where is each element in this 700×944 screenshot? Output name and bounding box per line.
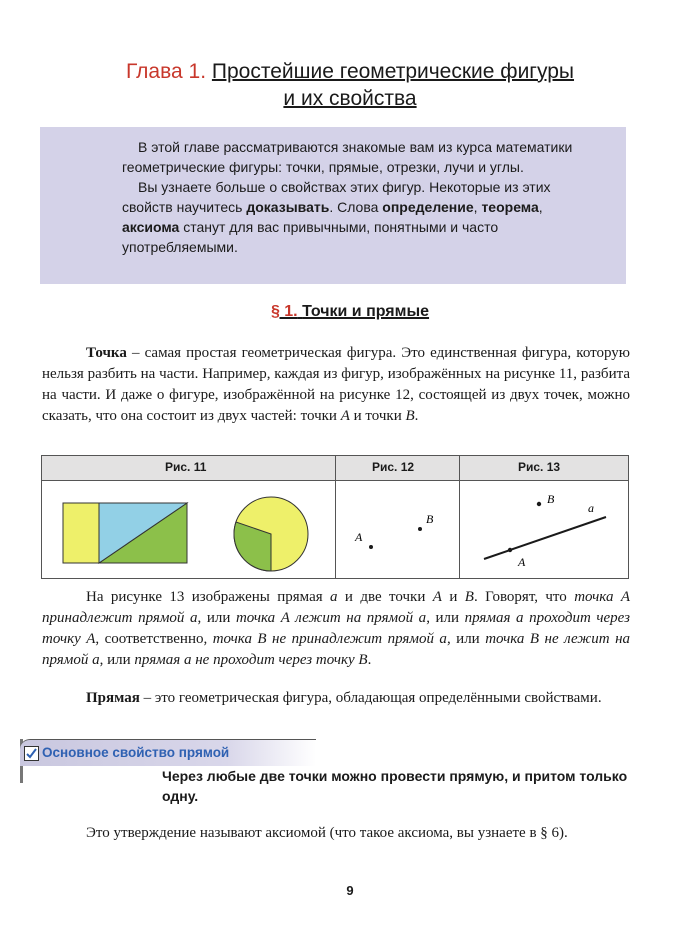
section-label: § 1. (270, 303, 298, 320)
basic-property-box (20, 739, 660, 817)
chapter-label: Глава 1. (125, 60, 207, 83)
point-A (369, 545, 373, 549)
line-a (484, 517, 606, 559)
chapter-title (0, 58, 700, 112)
paragraph-axiom: Это утверждение называют аксиомой (что такое аксиома, вы узнаете в § 6). (86, 825, 568, 841)
section-name: Точки и прямые (302, 303, 430, 320)
figures-drawing (42, 481, 628, 577)
figure-12-caption: Рис. 12 (372, 460, 415, 474)
term-prove: доказывать (246, 199, 330, 215)
property-title: Основное свойство прямой (42, 745, 230, 760)
label-B: B (426, 512, 434, 526)
paragraph-line-definition: Прямая – это геометрическая фигура, обладающая определёнными свойствами. (86, 690, 602, 706)
chapter-intro-box (40, 127, 626, 284)
point-B (418, 527, 422, 531)
point-A-on-line (508, 548, 512, 552)
label-A: A (355, 530, 363, 544)
term-axiom: аксиома (122, 219, 180, 235)
paragraph-line-relations: На рисунке 13 изображены прямая a и две точки A и B. Говорят, что точка A принадлежит прямой a, или точка A лежит на прямой a, или прямая a проходит через точку A, соответственно, точка B не принадлежит прямой a, или точка B не лежит на прямой a, или прямая a не проходит через точку B. (42, 589, 631, 668)
paragraph-point: Точка – самая простая геометрическая фигура. Это единственная фигура, которую нельзя разбить на части. Например, каждая из фигур, изображённых на рисунке 11, разбита на части. И даже о фигуре, изображённой на рисунке 12, состоящей из двух точек, можно сказать, что она состоит из двух частей: точки A и точки B. (42, 345, 630, 424)
label-B-line: B (547, 492, 555, 506)
term-point: Точка (86, 345, 127, 361)
intro-paragraph-1: В этой главе рассматриваются знакомые вам из курса математики геометрические фигуры: точки, прямые, отрезки, лучи и углы. (122, 139, 573, 175)
term-theorem: теорема (481, 199, 539, 215)
intro-paragraph-2: Вы узнаете больше о свойствах этих фигур. Некоторые из этих свойств научитесь доказывать. Слова определение, теорема, аксиома станут для вас привычными, понятными и часто употребляемыми. (122, 179, 551, 255)
section-title (0, 303, 700, 321)
page-number: 9 (346, 883, 354, 898)
property-text: Через любые две точки можно провести прямую, и притом только одну. (162, 768, 628, 804)
chapter-title-line2: и их свойства (283, 87, 417, 110)
figure-11-rectangle (63, 503, 187, 563)
chapter-title-line1: Простейшие геометрические фигуры (211, 60, 575, 83)
term-definition: определение (382, 199, 474, 215)
term-line: Прямая (86, 690, 140, 706)
label-A-line: A (518, 555, 526, 569)
figure-11-caption: Рис. 11 (165, 460, 207, 474)
figure-12-points (354, 512, 434, 549)
figure-13-line (484, 492, 606, 569)
figures-table (41, 455, 629, 579)
property-header (20, 739, 316, 766)
point-B-off-line (537, 502, 541, 506)
figure-11-circle (234, 497, 308, 571)
checkbox-icon (24, 746, 39, 761)
label-a: a (588, 501, 594, 515)
figure-13-caption: Рис. 13 (518, 460, 561, 474)
